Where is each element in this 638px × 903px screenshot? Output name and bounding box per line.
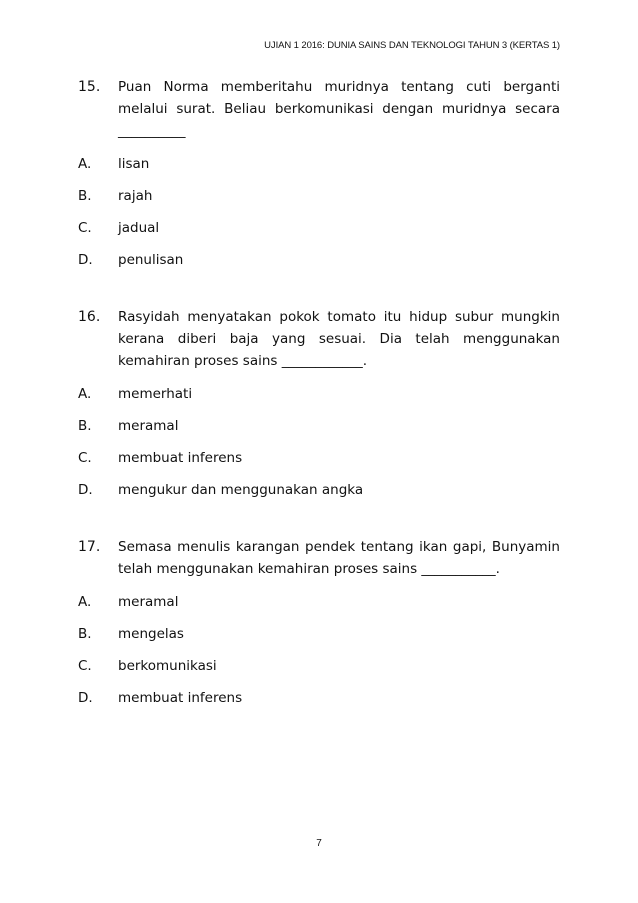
option-a xyxy=(78,384,560,404)
option-label: D. xyxy=(78,482,93,498)
question-17 xyxy=(78,536,560,708)
question-text: Rasyidah menyatakan pokok tomato itu hidup subur mungkin kerana diberi baja yang sesuai. Dia telah menggunakan kemahiran proses sains ____________. xyxy=(118,309,560,369)
question-stem xyxy=(78,306,560,372)
option-text: jadual xyxy=(118,220,160,236)
option-label: A. xyxy=(78,386,92,402)
option-label: C. xyxy=(78,450,92,466)
option-c xyxy=(78,448,560,468)
option-text: mengelas xyxy=(118,626,184,642)
option-d xyxy=(78,480,560,500)
option-label: D. xyxy=(78,252,93,268)
question-stem xyxy=(78,76,560,142)
option-b xyxy=(78,186,560,206)
option-text: mengukur dan menggunakan angka xyxy=(118,482,364,498)
option-b xyxy=(78,416,560,436)
option-label: B. xyxy=(78,188,92,204)
option-text: rajah xyxy=(118,188,153,204)
question-list xyxy=(78,76,560,744)
option-text: memerhati xyxy=(118,386,193,402)
option-text: penulisan xyxy=(118,252,184,268)
option-label: C. xyxy=(78,220,92,236)
option-text: berkomunikasi xyxy=(118,658,217,674)
option-d xyxy=(78,250,560,270)
option-label: C. xyxy=(78,658,92,674)
option-text: membuat inferens xyxy=(118,450,243,466)
option-text: meramal xyxy=(118,594,179,610)
page-number: 7 xyxy=(316,838,322,849)
question-16 xyxy=(78,306,560,500)
option-text: lisan xyxy=(118,156,150,172)
question-stem xyxy=(78,536,560,580)
option-a xyxy=(78,154,560,174)
page-header: UJIAN 1 2016: DUNIA SAINS DAN TEKNOLOGI TAHUN 3 (KERTAS 1) xyxy=(264,40,560,51)
question-15 xyxy=(78,76,560,270)
option-b xyxy=(78,624,560,644)
question-number: 15. xyxy=(78,79,101,95)
option-label: A. xyxy=(78,156,92,172)
option-d xyxy=(78,688,560,708)
option-label: D. xyxy=(78,690,93,706)
question-number: 16. xyxy=(78,309,101,325)
option-text: meramal xyxy=(118,418,179,434)
option-label: A. xyxy=(78,594,92,610)
option-label: B. xyxy=(78,626,92,642)
question-text: Semasa menulis karangan pendek tentang ikan gapi, Bunyamin telah menggunakan kemahiran proses sains ___________. xyxy=(118,539,560,577)
option-a xyxy=(78,592,560,612)
question-number: 17. xyxy=(78,539,101,555)
option-label: B. xyxy=(78,418,92,434)
option-c xyxy=(78,656,560,676)
option-c xyxy=(78,218,560,238)
option-text: membuat inferens xyxy=(118,690,243,706)
question-text: Puan Norma memberitahu muridnya tentang cuti berganti melalui surat. Beliau berkomunikasi dengan muridnya secara __________ xyxy=(118,79,560,139)
